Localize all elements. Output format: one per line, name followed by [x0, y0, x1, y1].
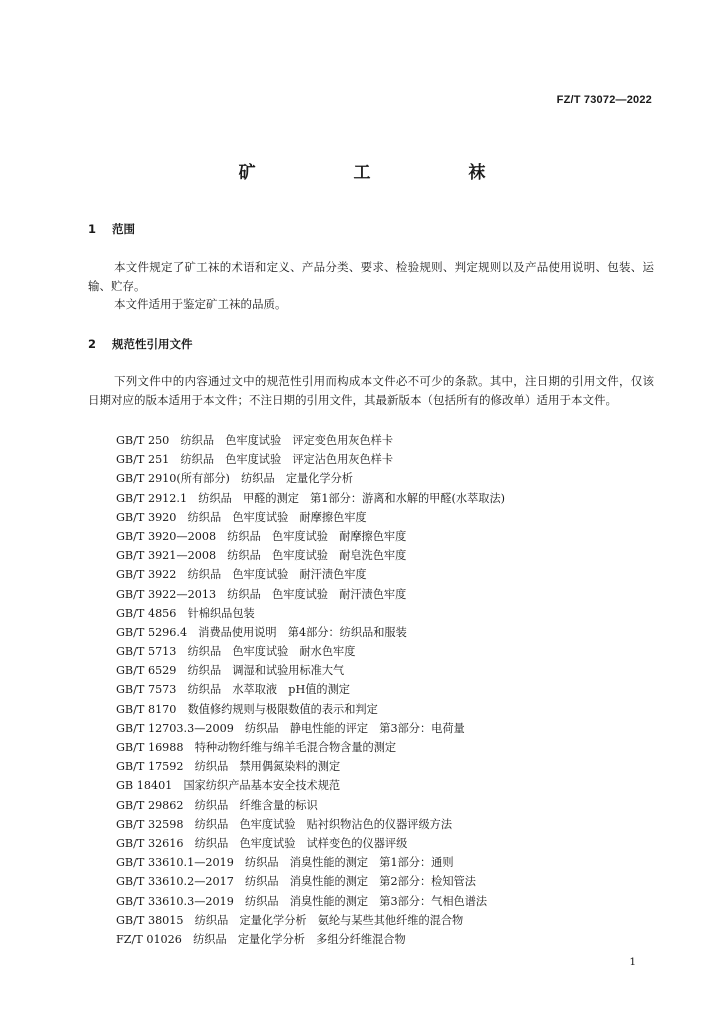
reference-item: GB 18401 国家纺织产品基本安全技术规范	[116, 779, 341, 793]
reference-item: GB/T 3922 纺织品 色牢度试验 耐汗渍色牢度	[116, 568, 367, 582]
reference-item: GB/T 38015 纺织品 定量化学分析 氨纶与某些其他纤维的混合物	[116, 913, 464, 927]
reference-item: GB/T 3922—2013 纺织品 色牢度试验 耐汗渍色牢度	[116, 587, 407, 601]
reference-item: GB/T 3920—2008 纺织品 色牢度试验 耐摩擦色牢度	[116, 529, 407, 543]
reference-item: GB/T 33610.2—2017 纺织品 消臭性能的测定 第2部分：检知管法	[116, 875, 476, 889]
reference-item: GB/T 7573 纺织品 水萃取液 pH值的测定	[116, 683, 350, 697]
section-1-number: 1	[88, 222, 97, 236]
reference-item: GB/T 12703.3—2009 纺织品 静电性能的评定 第3部分：电荷量	[116, 721, 465, 735]
reference-item: FZ/T 01026 纺织品 定量化学分析 多组分纤维混合物	[116, 932, 406, 946]
section-1-heading	[88, 221, 135, 237]
references-intro: 下列文件中的内容通过文中的规范性引用而构成本文件必不可少的条款。其中，注日期的引用文件，仅该日期对应的版本适用于本文件；不注日期的引用文件，其最新版本（包括所有的修改单）适用于本文件。	[88, 374, 654, 407]
scope-paragraph-2: 本文件适用于鉴定矿工袜的品质。	[114, 297, 287, 311]
reference-item: GB/T 2910(所有部分) 纺织品 定量化学分析	[116, 472, 353, 486]
reference-item: GB/T 32598 纺织品 色牢度试验 贴衬织物沾色的仪器评级方法	[116, 817, 453, 831]
section-1-title: 范围	[112, 222, 136, 236]
reference-item: GB/T 251 纺织品 色牢度试验 评定沾色用灰色样卡	[116, 453, 394, 467]
reference-item: GB/T 5713 纺织品 色牢度试验 耐水色牢度	[116, 645, 356, 659]
standard-code: FZ/T 73072—2022	[556, 94, 652, 106]
reference-item: GB/T 32616 纺织品 色牢度试验 试样变色的仪器评级	[116, 836, 408, 850]
reference-item: GB/T 3920 纺织品 色牢度试验 耐摩擦色牢度	[116, 510, 367, 524]
reference-item: GB/T 3921—2008 纺织品 色牢度试验 耐皂洗色牢度	[116, 549, 407, 563]
reference-item: GB/T 16988 特种动物纤维与绵羊毛混合物含量的测定	[116, 741, 397, 754]
scope-paragraph-1: 本文件规定了矿工袜的术语和定义、产品分类、要求、检验规则、判定规则以及产品使用说明、包装、运输、贮存。	[88, 260, 654, 293]
reference-item: GB/T 250 纺织品 色牢度试验 评定变色用灰色样卡	[116, 434, 394, 447]
reference-item: GB/T 33610.1—2019 纺织品 消臭性能的测定 第1部分：通则	[116, 856, 454, 870]
document-title: 矿 工 袜	[238, 163, 532, 183]
reference-item: GB/T 33610.3—2019 纺织品 消臭性能的测定 第3部分：气相色谱法	[116, 894, 488, 908]
reference-list	[116, 431, 505, 949]
section-2-title: 规范性引用文件	[112, 337, 193, 351]
section-2-number: 2	[88, 337, 97, 351]
section-2-heading	[88, 336, 193, 352]
reference-item: GB/T 6529 纺织品 调湿和试验用标准大气	[116, 664, 345, 678]
reference-item: GB/T 4856 针棉织品包装	[116, 606, 255, 620]
reference-item: GB/T 17592 纺织品 禁用偶氮染料的测定	[116, 760, 341, 774]
page-number: 1	[629, 956, 636, 968]
reference-item: GB/T 5296.4 消费品使用说明 第4部分：纺织品和服装	[116, 625, 407, 639]
reference-item: GB/T 8170 数值修约规则与极限数值的表示和判定	[116, 702, 378, 716]
reference-item: GB/T 2912.1 纺织品 甲醛的测定 第1部分：游离和水解的甲醛(水萃取法)	[116, 491, 506, 505]
reference-item: GB/T 29862 纺织品 纤维含量的标识	[116, 798, 318, 812]
